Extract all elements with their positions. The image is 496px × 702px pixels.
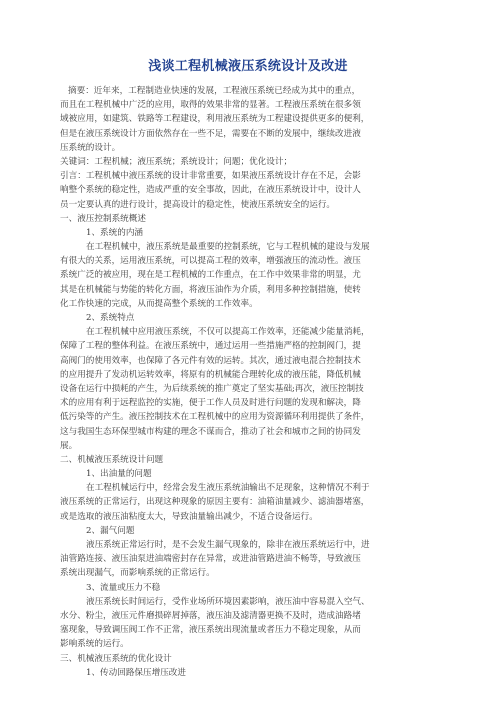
text-line: 在工程机械中，液压系统是最重要的控制系统，它与工程机械的建设与发展 (86, 242, 370, 253)
text-line: 有很大的关系，运用液压系统，可以提高工程的效率，增强液压的流动性。液压 (60, 256, 361, 267)
text-line: 但是在液压系统设计方面依然存在一些不足，需要在不断的发展中，继续改进液 (60, 128, 361, 139)
text-line: 液压系统的正常运行，出现这种现象的原因主要有：油箱油量减少、滤油器堵塞， (60, 497, 370, 508)
text-line: 而且在工程机械中广泛的应用，取得的效果非常的显著。工程液压系统在很多领 (60, 100, 361, 111)
text-line: 二、机械液压系统设计问题 (60, 454, 164, 465)
text-line: 摘要：近年来，工程制造业快速的发展，工程液压系统已经成为其中的重点， (68, 86, 361, 96)
text-line: 在工程机械运行中，经常会发生液压系统油输出不足现象，这种情况不利于 (86, 483, 370, 494)
text-line: 2、漏气问题 (86, 525, 135, 536)
text-line: 影响系统的运行。 (60, 639, 129, 650)
text-line: 1、出油量的问题 (86, 469, 152, 480)
text-line: 低污染等的产生。液压控制技术在工程机械中的应用为资源循环利用提供了条件， (60, 412, 370, 423)
text-line: 压系统的设计。 (60, 142, 121, 153)
text-line: 3、流量或压力不稳 (86, 582, 161, 593)
text-line: 展。 (60, 440, 78, 451)
text-line: 引言：工程机械中液压系统的设计非常重要，如果液压系统设计存在不足，会影 (60, 171, 361, 182)
text-line: 关键词：工程机械；液压系统；系统设计；问题；优化设计； (60, 156, 293, 167)
text-line: 设备在运行中损耗的产生，为后续系统的推广奠定了坚实基础;再次，液压控制技 (60, 383, 364, 394)
text-line: 1、传动回路保压增压改进 (86, 667, 186, 678)
text-line: 2、系统特点 (86, 313, 135, 323)
document-body (60, 84, 440, 680)
text-line: 油管路连接、液压油泵进油端密封存在异常，或进油管路进油不畅等，导致液压 (60, 554, 361, 565)
text-line: 的应用提升了发动机运转效率，将原有的机械能合理转化成的液压能，降低机械 (60, 369, 361, 380)
text-line: 塞现象，导致调压阀工作不正常，液压系统出现流量或者压力不稳定现象，从而 (60, 625, 361, 636)
text-line: 域被应用，如建筑、铁路等工程建设，利用液压系统为工程建设提供更多的便利， (60, 114, 370, 125)
document-title: 浅谈工程机械液压系统设计及改进 (148, 59, 348, 74)
text-line: 其是在机械能与势能的转化方面，将液压油作为介质，利用多种控制措施，使转 (60, 284, 361, 295)
text-line: 化工作快速的完成，从而提高整个系统的工作效率。 (60, 298, 258, 309)
text-line: 系统出现漏气，而影响系统的正常运行。 (60, 568, 215, 579)
text-line: 在工程机械中应用液压系统，不仅可以提高工作效率，还能减少能量消耗， (86, 327, 370, 338)
text-line: 高阀门的使用效率，也保障了各元件有效的运转。其次，通过液电混合控制技术 (60, 355, 361, 366)
text-line: 术的应用有利于远程监控的实施，便于工作人员及时进行问题的发现和解决，降 (60, 398, 361, 409)
text-line: 三、机械液压系统的优化设计 (60, 653, 172, 664)
text-line: 水分、粉尘，液压元件磨损碎屑掉落，液压油及滤清器更换不及时，造成油路堵 (60, 610, 361, 621)
text-line: 系统广泛的被应用，现在是工程机械的工作重点，在工作中效果非常的明显，尤 (60, 270, 361, 281)
text-line: 液压系统正常运行时，是不会发生漏气现象的，除非在液压系统运行中，进 (86, 540, 370, 550)
text-line: 这与我国生态环保型城市构建的理念不谋而合，推动了社会和城市之间的协同发 (60, 426, 361, 437)
text-line: 保障了工程的整体利益。在液压系统中，通过运用一些措施严格的控制阀门，提 (60, 341, 361, 352)
text-line: 或是选取的液压油粘度太大，导致油量输出减少，不适合设备运行。 (60, 511, 318, 522)
text-line: 液压系统长时间运行，受作业场所环境因素影响，液压油中容易混入空气、 (86, 596, 370, 607)
text-line: 一、液压控制系统概述 (60, 213, 146, 224)
text-line: 员一定要认真的进行设计，提高设计的稳定性，使液压系统安全的运行。 (60, 199, 336, 210)
text-line: 1、系统的内涵 (86, 227, 144, 238)
text-line: 响整个系统的稳定性，造成严重的安全事故，因此，在液压系统设计中，设计人 (60, 185, 361, 196)
